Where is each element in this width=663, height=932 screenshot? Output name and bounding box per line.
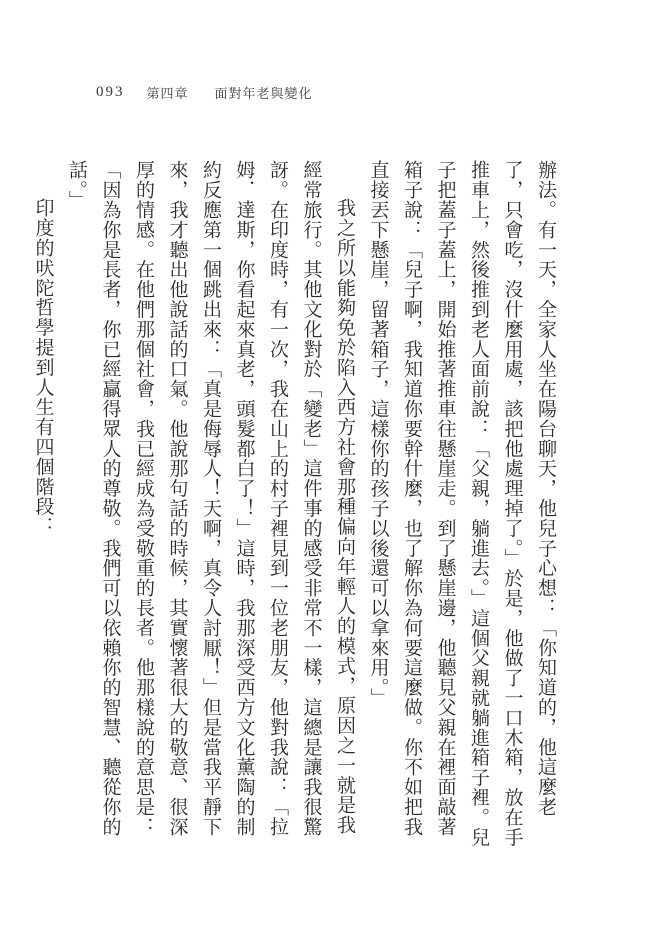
chapter-title: 面對年老與變化 <box>214 86 313 102</box>
paragraph-vedic-stages: 印度的吠陀哲學提到人生有四個階段： <box>32 198 55 537</box>
paragraph-travel-anecdote: 我之所以能夠免於陷入西方社會那種偏向年輕人的模式，原因之一就是我經常旅行。其他文化對於「變老」這件事的感受非常不一樣，這總是讓我很驚訝。在印度時，有一次，我在山上的村子裡見到一位老朋友，他對我說：「拉姆．達斯，你看起來真老，頭髮都白了！」這時，我那深受西方文化薰陶的制約反應第一個跳出來：「真是侮辱人！天啊，真令人討厭！」但是當我平靜下來，我才聽出他說話的口氣。他說那句話的時候，其實懷著很大的敬意、很深厚的情感。在他們那個社會，我已經成為受敬重的長者。他那樣說的意思是：「因為你是長者，你已經贏得眾人的尊敬。我們可以依賴你的智慧、聽從你的話。」 <box>66 160 356 837</box>
vertical-body-text <box>32 160 562 850</box>
running-header <box>96 80 313 104</box>
paragraph-continuation: 辦法。有一天，全家人坐在陽台聊天，他兒子心想：「你知道的，他這麼老了，只會吃，沒什麼用處，該把他處理掉了。」於是，他做了一口木箱，放在手推車上，然後推到老人面前說：「父親，躺進去。」這個父親就躺進箱子裡。兒子把蓋子蓋上，開始推著推車往懸崖走。到了懸崖邊，他聽見父親在裡面敲著箱子說：「兒子啊，我知道你要幹什麼，也了解你為何要這麼做。你不如把我直接丟下懸崖，留著箱子，這樣你的孩子以後還可以拿來用。」 <box>367 160 557 847</box>
chapter-label: 第四章 <box>146 86 189 102</box>
page-number: 093 <box>96 83 125 100</box>
